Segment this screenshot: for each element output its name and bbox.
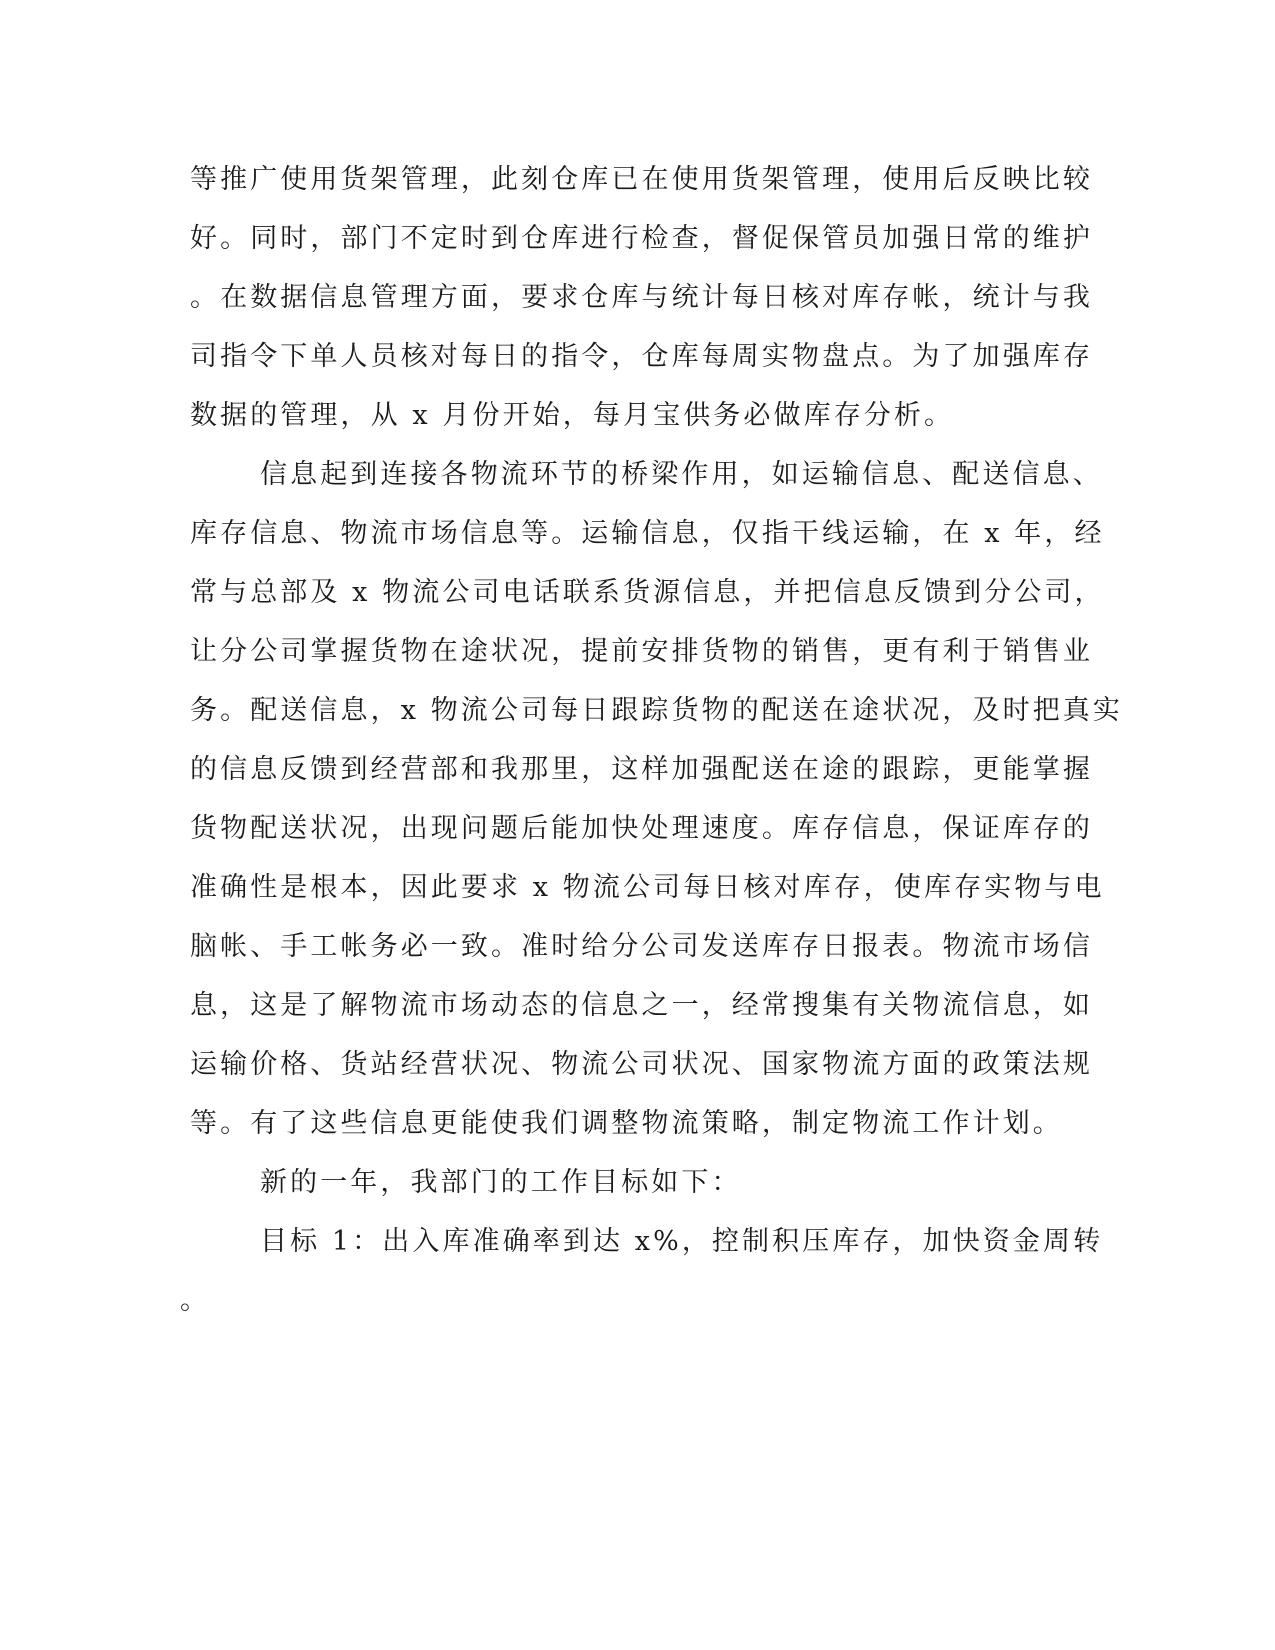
body-line-16: 运输价格、货站经营状况、物流公司状况、国家物流方面的政策法规 (190, 1049, 1093, 1080)
body-line-4: 司指令下单人员核对每日的指令，仓库每周实物盘点。为了加强库存 (190, 341, 1093, 372)
body-line-17: 等。有了这些信息更能使我们调整物流策略，制定物流工作计划。 (190, 1108, 1063, 1139)
body-line-15: 息，这是了解物流市场动态的信息之一，经常搜集有关物流信息，如 (190, 990, 1093, 1021)
body-line-7: 库存信息、物流市场信息等。运输信息，仅指干线运输，在 x 年，经 (190, 518, 1105, 549)
body-line-12: 货物配送状况，出现问题后能加快处理速度。库存信息，保证库存的 (190, 813, 1093, 844)
body-line-6: 信息起到连接各物流环节的桥梁作用，如运输信息、配送信息、 (260, 459, 1103, 490)
body-line-3: 。在数据信息管理方面，要求仓库与统计每日核对库存帐，统计与我 (190, 282, 1093, 313)
body-line-9: 让分公司掌握货物在途状况，提前安排货物的销售，更有利于销售业 (190, 636, 1093, 667)
body-line-18: 新的一年，我部门的工作目标如下： (260, 1167, 742, 1198)
body-line-8: 常与总部及 x 物流公司电话联系货源信息，并把信息反馈到分公司， (190, 577, 1105, 608)
body-line-20: 。 (180, 1285, 211, 1316)
body-line-11: 的信息反馈到经营部和我那里，这样加强配送在途的跟踪，更能掌握 (190, 754, 1093, 785)
body-line-14: 脑帐、手工帐务必一致。准时给分公司发送库存日报表。物流市场信 (190, 931, 1093, 962)
body-line-19: 目标 1：出入库准确率到达 x%，控制积压库存，加快资金周转 (260, 1226, 1104, 1257)
body-line-5: 数据的管理，从 x 月份开始，每月宝供务必做库存分析。 (190, 400, 955, 431)
body-line-13: 准确性是根本，因此要求 x 物流公司每日核对库存，使库存实物与电 (190, 872, 1105, 903)
body-line-1: 等推广使用货架管理，此刻仓库已在使用货架管理，使用后反映比较 (190, 164, 1093, 195)
body-line-2: 好。同时，部门不定时到仓库进行检查，督促保管员加强日常的维护 (190, 223, 1093, 254)
body-line-10: 务。配送信息，x 物流公司每日跟踪货物的配送在途状况，及时把真实 (190, 695, 1124, 726)
